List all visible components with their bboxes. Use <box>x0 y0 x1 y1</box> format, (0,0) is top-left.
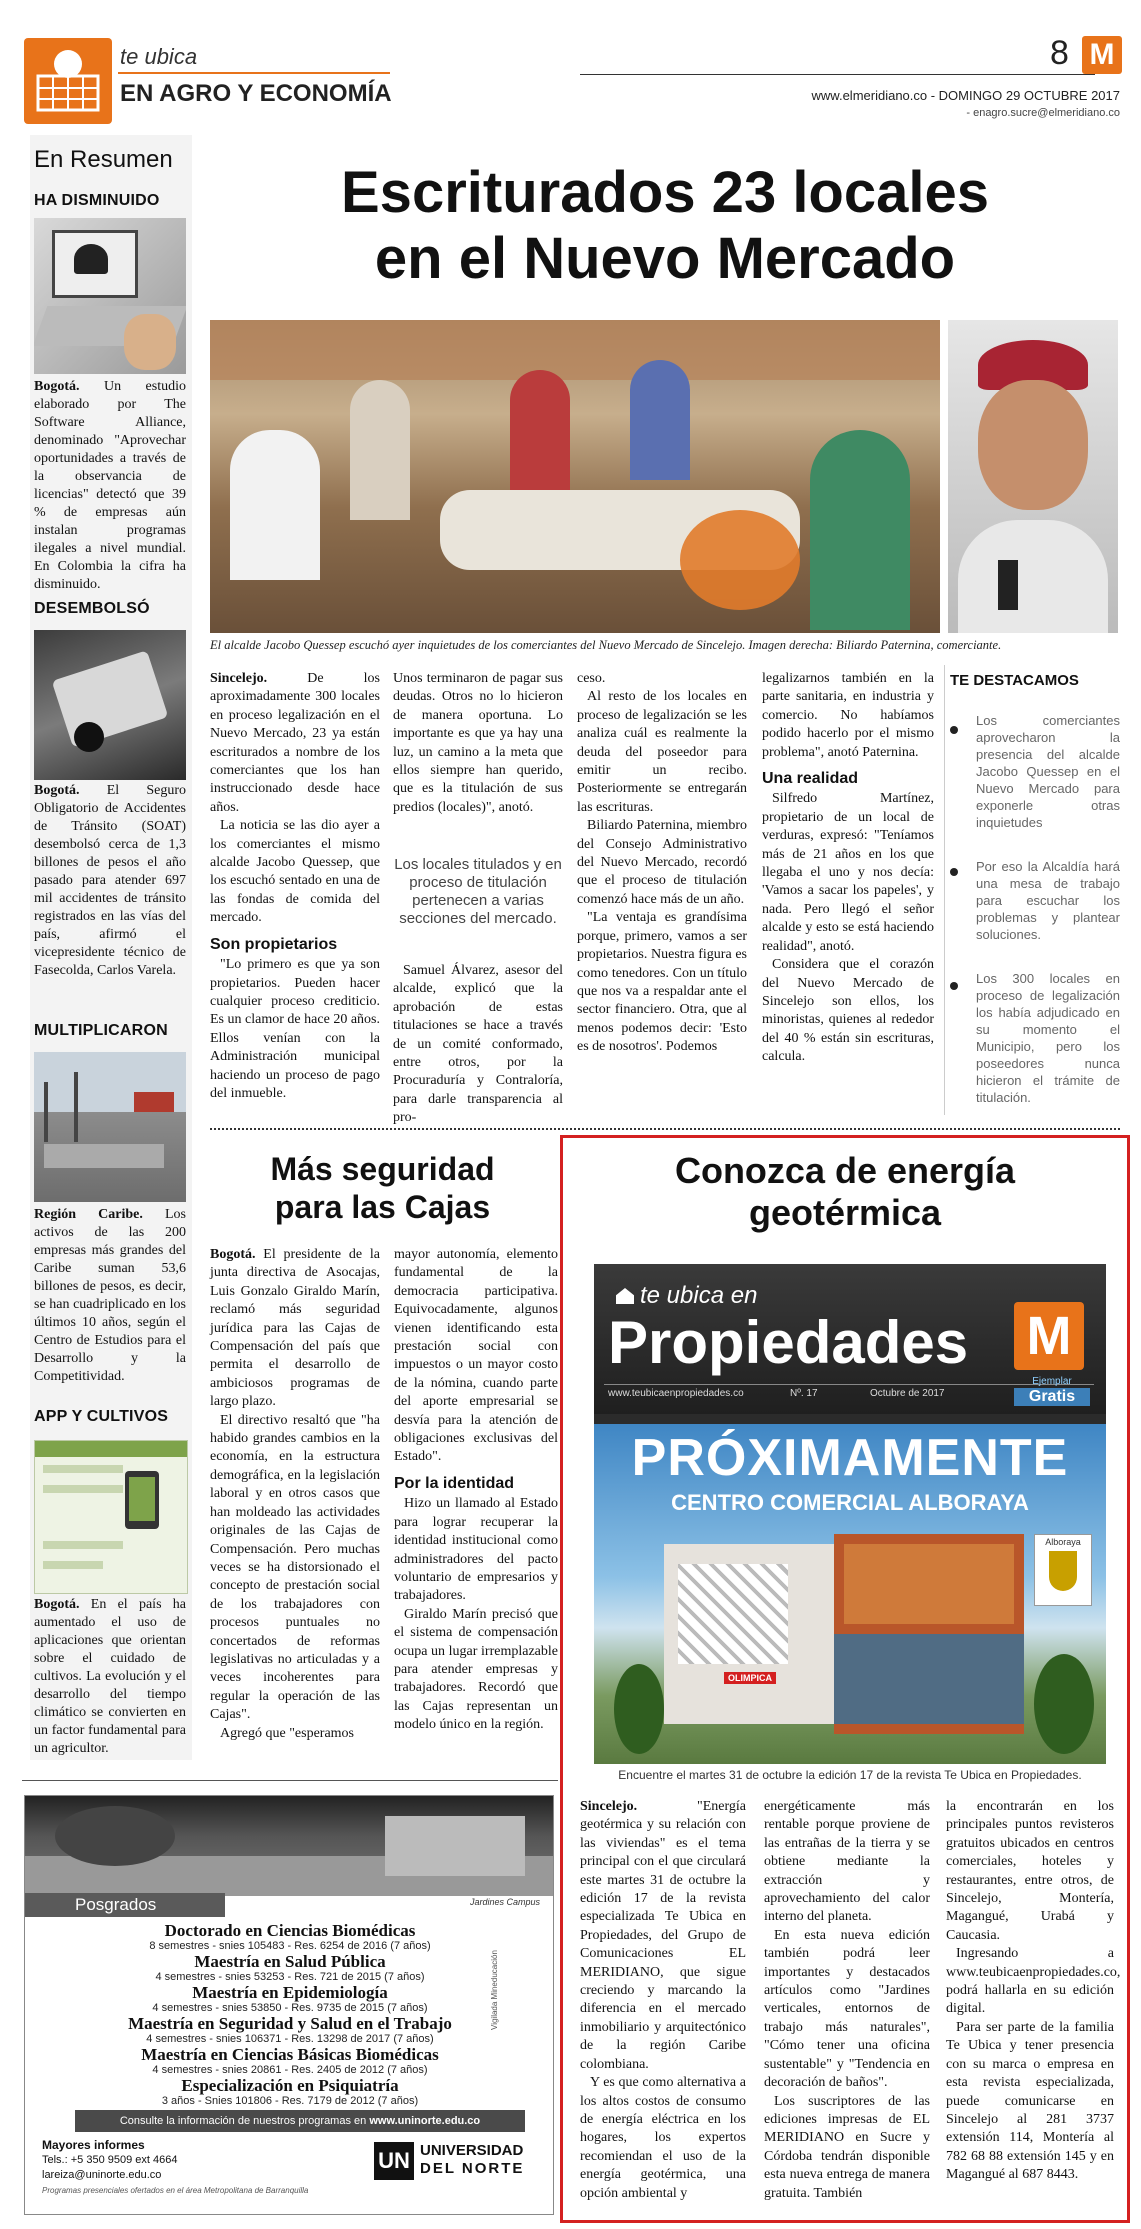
sidebar-text: Bogotá. En el país ha aumentado el uso de aplicaciones que orientan sobre el cuidado de cultivos. La evolución y el desarrollo del tiempo climático se convierten en un factor fundamental para un agricultor. <box>34 1597 186 1756</box>
site-date: www.elmeridiano.co - DOMINGO 29 OCTUBRE 2017 <box>811 88 1120 103</box>
sidebar-heading: APP Y CULTIVOS <box>34 1408 169 1425</box>
main-col-2: Unos terminaron de pagar sus deudas. Otros no lo hicieron de manera oportuna. Lo importante es que ya hay una luz, un camino a la meta que ellos siempre han querido, que es la titulación de sus predios (locales)", anotó. <box>393 671 563 815</box>
geo-col-1: Sincelejo. "Energía geotérmica y su relación con las viviendas" es el tema principal con el que circulará este martes 31 de octubre la edición 17 de la revista especializada Te Ubica en Propiedades, del Grupo de Comunicaciones EL MERIDIANO, que sigue creciendo y marcando la diferencia en el mercado inmobiliario y arquitectónico de la región Caribe colombiana. Y es que como alternativa a los altos costos de consumo de energía eléctrica en los hogares, los expertos recomiendan el uso de la energía geotérmica, una opción ambiental y <box>580 1799 746 2201</box>
geo-col-2: energéticamente más rentable porque proviene de las entrañas de la tierra y se obtiene mediante la extracción y aprovechamiento del calor interno del planeta. En esta nueva edición también podrá leer importantes y destacados artículos como "Jardines verticales, entornos de trabajo más naturales", "Cómo tener una oficina sustentable" y "Tendencia en decoración de baños". Los suscriptores de las ediciones impresas de EL MERIDIANO en Sucre y Córdoba tendrán disponible esta nueva entrega de manera gratuita. También <box>764 1799 930 2201</box>
sidebar-heading: HA DISMINUIDO <box>34 192 160 209</box>
wreck-photo <box>34 630 186 780</box>
magazine-caption: Encuentre el martes 31 de octubre la edición 17 de la revista Te Ubica en Propiedades. <box>618 1768 1082 1782</box>
destacamos-title: TE DESTACAMOS <box>950 672 1079 689</box>
informes-email[interactable]: lareiza@uninorte.edu.co <box>42 2169 162 2181</box>
cajas-col-2: mayor autonomía, elemento fundamental de la democracia participativa. Equivocadamente, algunos vienen identificando esta prestación social con impuestos o un mayor costo de la nómina, cuando parte del aporte empresarial se desvía para la atención de obligaciones exclusivas del Estado". Por la identidad Hizo un llamado al Estado para lograr recuperar la identidad institucional como administradores del pacto voluntario de empresarios y trabajadores. Giraldo Marín precisó que el sistema de compensación ocupa un lugar irremplazable para atender empresas y trabajadores. Recordó que las Cajas representan un modelo único en la región. <box>394 1247 558 1733</box>
mag-gratis: Gratis <box>1014 1388 1090 1406</box>
sidebar-heading: MULTIPLICARON <box>34 1022 168 1039</box>
proximamente: PRÓXIMAMENTE <box>631 1429 1069 1487</box>
programs-list: Doctorado en Ciencias Biomédicas 8 semestres - snies 105483 - Res. 6254 de 2016 (7 años) Maestría en Salud Pública 4 semestres - snies 53253 - Res. 721 de 2015 (7 años) Maestría en Epidemiología 4 semestres - snies 53850 - Res. 9735 de 2015 (7 años) Maestría en Seguridad y Salud en el Trabajo 4 semestres - snies 106371 - Res. 13298 de 2017 (7 años) Maestría en Ciencias Básicas Biomédicas 4 semestres - snies 20861 - Res. 2405 de 2012 (7 años) Especialización en Psiquiatría 3 años - Snies 101806 - Res. 7179 de 2012 (7 años) <box>128 1921 452 2107</box>
main-headline: Escriturados 23 locales en el Nuevo Mercado <box>341 160 989 291</box>
brand-logo: M <box>1082 36 1122 74</box>
campus-label: Jardines Campus <box>470 1897 541 1907</box>
mag-no: Nº. 17 <box>790 1388 818 1399</box>
vigilada-label: Vigilada Mineducación <box>490 1950 499 2030</box>
mag-small: te ubica en <box>640 1282 758 1309</box>
main-col-4: legalizarnos también en la parte sanitaria, en industria y comercio. No habíamos podido hacerlo por el mismo problema", anotó Paternina. Una realidad Silfredo Martínez, propietario de un local de verduras, expresó: "Teníamos más de 21 años en los que llegaba el uno y nos decía: 'Vamos a sacar los papeles', y nada. Pero llegó el señor alcalde y esto se está haciendo realidad", anotó. Considera que el corazón del Nuevo Mercado de Sincelejo son ellos, los minoristas, quienes al rededor del 40 % están sin escrituras, calcula. <box>762 671 934 1065</box>
consult-bar: Consulte la información de nuestros programas en www.uninorte.edu.co <box>75 2110 525 2132</box>
mag-url: www.teubicaenpropiedades.co <box>608 1388 744 1399</box>
uninorte-logo: UN <box>374 2142 414 2180</box>
bullet-icon <box>950 868 958 876</box>
port-photo <box>34 1052 186 1202</box>
destacamos-item: Los comerciantes aprovecharon la presencia del alcalde Jacobo Quessep en el Nuevo Mercado para exponerle otras inquietudes <box>950 712 1120 831</box>
section-logo <box>24 38 112 124</box>
laptop-photo <box>34 218 186 374</box>
alboraya-badge: Alboraya <box>1034 1534 1092 1606</box>
main-col-3: ceso. Al resto de los locales en proceso de legalización se les analiza cuál es realmente la deuda del poseedor para emitir un recibo. Posteriormente se entregarán las escrituras. Biliardo Paternina, miembro del Consejo Administrativo del Nuevo Mercado, recordó que el proceso de titulación comenzó hace más de un año. "La ventaja es grandísima porque, primero, vamos a ser propietarios. Nuestra figura es como tenedores. Con un título que nos va a respaldar ante el sector financiero. Otra, que al menos podemos decir: 'Esto es de nosotros'. Podemos <box>577 671 747 1055</box>
store-sign: OLIMPICA <box>724 1672 776 1684</box>
mag-ejemplar: Ejemplar <box>1032 1376 1072 1387</box>
main-col-1: Sincelejo. De los aproximadamente 300 locales en proceso legalización en el Nuevo Mercado, 23 ya están escriturados a nombre de los comerciantes que los han instruccionado desde hace años. La noticia se las dio ayer a los comerciantes el mismo alcalde Jacobo Quessep, que los escuchó sentado en una de las fondas de comida del mercado. Son propietarios "Lo primero es que ya son propietarios. Pueden hacer cualquier proceso crediticio. Es un clamor de hace 20 años. Ellos venían con la Administración municipal haciendo un proceso de pago del inmueble. <box>210 671 380 1101</box>
section-small: te ubica <box>120 44 198 69</box>
mall-render <box>594 1424 1106 1764</box>
mag-logo: M <box>1014 1302 1084 1370</box>
posgrados-tab: Posgrados <box>25 1893 225 1917</box>
pull-quote: Los locales titulados y en proceso de titulación pertenecen a varias secciones del mercado. <box>394 856 562 927</box>
divider <box>210 1128 1120 1130</box>
informes-phone: Tels.: +5 350 9509 ext 4664 <box>42 2154 178 2166</box>
uninorte-name: UNIVERSIDAD DEL NORTE <box>420 2142 525 2177</box>
cajas-headline: Más seguridad para las Cajas <box>270 1151 495 1225</box>
basket-icon <box>24 38 112 124</box>
market-photo <box>210 320 940 633</box>
magazine-cover <box>594 1264 1106 1764</box>
photo-caption: El alcalde Jacobo Quessep escuchó ayer inquietudes de los comerciantes del Nuevo Mercado de Sincelejo. Imagen derecha: Biliardo Paternina, comerciante. <box>210 638 1002 652</box>
sidebar-title: En Resumen <box>34 146 173 173</box>
bullet-icon <box>950 726 958 734</box>
uninorte-link[interactable]: www.uninorte.edu.co <box>369 2115 481 2127</box>
portrait-photo <box>948 320 1118 633</box>
informes-title: Mayores informes <box>42 2138 145 2152</box>
bullet-icon <box>950 982 958 990</box>
sidebar-heading: DESEMBOLSÓ <box>34 600 150 617</box>
sidebar-text: Bogotá. Un estudio elaborado por The Software Alliance, denominado "Aprovechar oportunidades a través de la observancia de licencias" detectó que 39 % de empresas aún instalan programas ilegales a nivel mundial. En Colombia la cifra ha disminuido. <box>34 379 186 592</box>
section-big: EN AGRO Y ECONOMÍA <box>120 80 392 107</box>
destacamos-item: Por eso la Alcaldía hará una mesa de trabajo para escuchar los problemas y plantear soluciones. <box>950 858 1120 943</box>
page-number: 8 <box>1050 34 1069 72</box>
mag-date: Octubre de 2017 <box>870 1388 945 1399</box>
sidebar-text: Región Caribe. Los activos de las 200 empresas más grandes del Caribe suman 53,6 billones de pesos, es decir, se han cuadriplicado en los últimos 10 años, según el Centro de Estudios para el Desarrollo y la Competitividad. <box>34 1207 186 1384</box>
header-email: - enagro.sucre@elmeridiano.co <box>966 107 1120 119</box>
app-graphic <box>34 1440 188 1594</box>
sidebar-text: Bogotá. El Seguro Obligatorio de Accidentes de Tránsito (SOAT) desembolsó cerca de 1,3 billones de pesos el año pasado para atender 697 mil accidentes de tránsito registrados en las vías del país, afirmó el vicepresidente técnico de Fasecolda, Carlos Varela. <box>34 783 186 978</box>
geo-col-3: la encontrarán en los principales puntos revisteros gratuitos ubicados en centros comerciales, hoteles y restaurantes, entre otros, de Sincelejo, Montería, Magangué, Urabá y Caucasia. Ingresando a www.teubicaenpropiedades.co, podrá hallarla en su edición digital. Para ser parte de la familia Te Ubica y tener presencia con su marca o empresa en esta revista especializada, puede comunicarse en Sincelejo al 281 3737 extensión 114, Montería al 782 68 88 extensión 145 y en Magangué al 687 8443. <box>946 1799 1121 2183</box>
informes-footnote: Programas presenciales ofertados en el área Metropolitana de Barranquilla <box>42 2186 309 2195</box>
campus-photo <box>25 1796 553 1896</box>
geotermica-headline: Conozca de energía geotérmica <box>674 1150 1016 1233</box>
centro-comercial: CENTRO COMERCIAL ALBORAYA <box>671 1490 1029 1515</box>
main-col-2b: Samuel Álvarez, asesor del alcalde, explicó que la aprobación de estas titulaciones se hace a través de un comité conformado, entre otros, por la Procuraduría y Contraloría, para darle transparencia al pro- <box>393 963 563 1126</box>
mag-big: Propiedades <box>608 1309 969 1376</box>
cajas-col-1: Bogotá. El presidente de la junta directiva de Asocajas, Luis Gonzalo Giraldo Marín, reclamó más seguridad jurídica para las Cajas de Compensación del país que permita el desarrollo de ambiciosos programas de largo plazo. El directivo resaltó que "ha habido grandes cambios en la economía, en la estructura demográfica, en la legislación laboral y en otros casos que han moldeado las actividades originales de las Cajas de Compensación. Pero muchas veces se ha distorsionado el concepto de prestación social de los trabajadores con procesos puntuales no concertados de reformas legislativas no articuladas y a veces incoherentes para regular la operación de las Cajas". Agregó que "esperamos <box>210 1247 380 1741</box>
destacamos-item: Los 300 locales en proceso de legalización los había adjudicado en su momento el Municipio, pero los poseedores nunca hicieron el trámite de titulación. <box>950 970 1120 1106</box>
